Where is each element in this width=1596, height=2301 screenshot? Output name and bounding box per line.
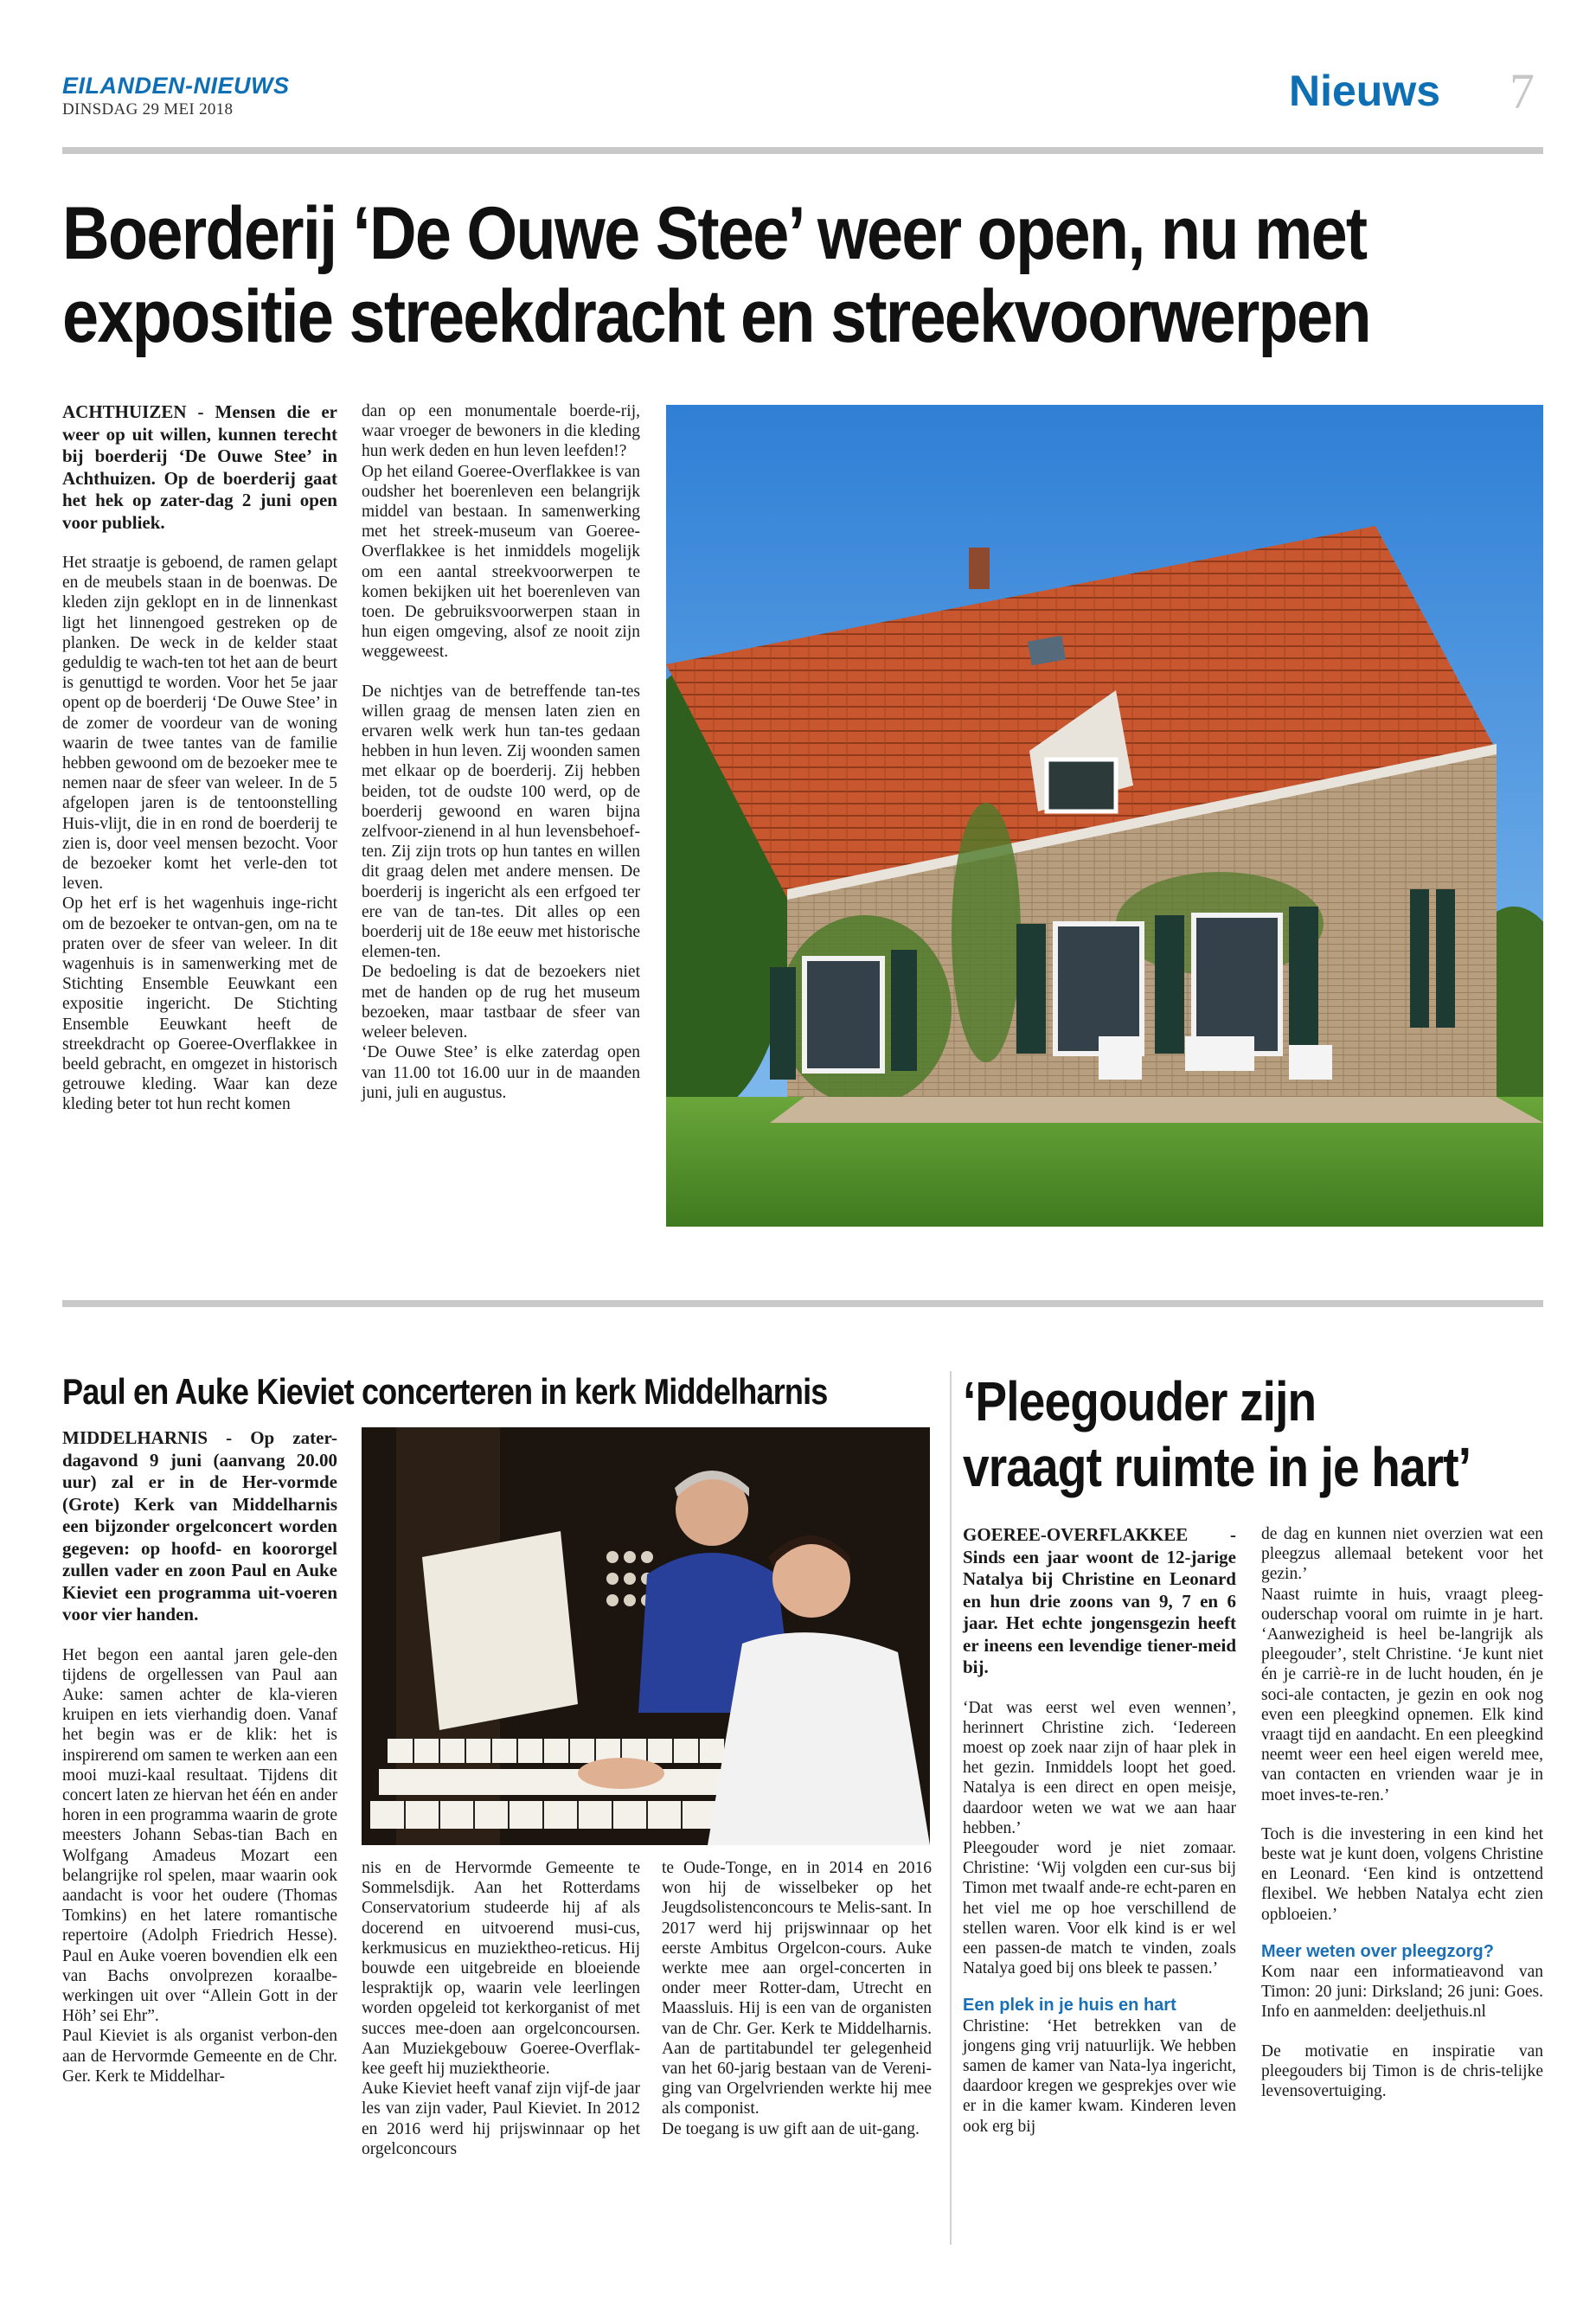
article3-paragraph: Naast ruimte in huis, vraagt pleeg-ouderschap vooral om ruimte in je hart. ‘Aanwezigheid is heel be-langrijk als pleegouder’, stelt Christine. ‘Je kunt niet én je carriè-re in de lucht houden, én je soci-ale contacten, je gezin en ook nog even een pleegkind opnemen. Elk kind vraagt tijd en aandacht. En een pleegkind neemt weer een heel eigen wereld mee, van contacten en vrienden waar je in moet inves-te-ren.’	[1261, 1585, 1543, 1804]
article1-paragraph: De nichtjes van de betreffende tan-tes willen graag de mensen laten zien en ervaren welk werk hun tan-tes gedaan hebben in hun leven. Zij woonden samen met elkaar op de boerderij. Zij hebben beiden, tot de oudste 100 werd, op de boerderij gewoond en waren bijna zelfvoor-zienend in al hun levensbehoef-ten. Zij zijn trots op hun tantes en willen dit graag delen met andere mensen. De boerderij is ingericht als een erfgoed ter ere van de tan-tes. Dit alles op een boerderij uit de 18e eeuw met historische elemen-ten.	[362, 682, 640, 962]
issue-date: DINSDAG 29 MEI 2018	[62, 100, 234, 119]
article1-headline	[62, 192, 1372, 358]
organ-photo	[362, 1427, 930, 1845]
article2-paragraph: nis en de Hervormde Gemeente te Sommelsdijk. Aan het Rotterdams Conservatorium studeerde hij af als docerend en uitvoerend musi-cus, kerkmusicus en muziektheo-reticus. Hij bouwde een uitgebreide en bloeiende lespraktijk op, waarin vele leerlingen worden opgeleid tot kerkorganist of met succes mee-doen aan orgelconcoursen. Aan Muziekgebouw Goeree-Overflak-kee geeft hij muziektheorie.	[362, 1859, 640, 2079]
article2-column2	[362, 1858, 640, 2159]
article2-paragraph: Het begon een aantal jaren gele-den tijdens de orgellessen van Paul aan Auke: samen achter de kla-vieren kruipen en iets vierhandig doen. Vanaf het begin was er de klik: het is inspirerend om samen te werken aan een mooi muzi-kaal resultaat. Tijdens dit concert laten ze hiervan het één en ander horen in een programma waarin de grote meesters Johann Sebas-tian Bach en Wolfgang Amadeus Mozart een belangrijke rol spelen, maar waarin ook aandacht is voor het oudere (Thomas Tomkins) en het latere romantische repertoire (Adolph Friedrich Hesse). Paul en Auke voeren bovendien elk een van Bachs onvolprezen koraalbe-werkingen uit over “Allein Gott in der Höh’ sei Ehr”.	[62, 1645, 337, 2026]
article3-paragraph: Pleegouder word je niet zomaar. Christine: ‘Wij volgden een cur-sus bij Timon met twaalf ande-re echt-paren en het viel me op hoe verschillend de stellen waren. Voor elk kind is er wel een passen-de match te vinden, zoals Natalya goed bij ons bleek te passen.’	[963, 1838, 1236, 1978]
article1-column2	[362, 401, 640, 1103]
article3-subheading: Meer weten over pleegzorg?	[1261, 1941, 1494, 1961]
page-number: 7	[1509, 63, 1535, 119]
article3-paragraph: Christine: ‘Het betrekken van de jongens ging vrij natuurlijk. We hebben samen de kamer van Nata-lya ingericht, daardoor kregen we gesprekjes over wie er in die kamer kwam. Kinderen leven ook erg bij	[963, 2016, 1236, 2136]
article3-paragraph: Kom naar een informatieavond van Timon: 20 juni: Dirksland; 26 juni: Goes. Info en aanmelden: deeljethuis.nl	[1261, 1963, 1543, 2022]
column-divider	[950, 1371, 952, 2245]
article3-column1	[963, 1524, 1236, 2137]
article1-paragraph: Het straatje is geboend, de ramen gelapt en de meubels staan in de boenwas. De kleden zijn geklopt en in de linnenkast ligt het linnengoed gestreken op de planken. De weck in de kelder staat geduldig te wach-ten tot het aan de beurt is genuttigd te worden. Voor het 5e jaar opent op de boerderij ‘De Ouwe Stee’ in de zomer de voordeur van de woning waarin de twee tantes van de familie hebben gewoond om de bezoeker mee te nemen naar de sfeer van weleer. In de 5 afgelopen jaren is de tentoonstelling Huis-vlijt, die in en rond de boerderij te zien is, door veel mensen bezocht. Voor de bezoeker komt het verle-den tot leven.	[62, 554, 337, 894]
article3-lead: GOEREE-OVERFLAKKEE - Sinds een jaar woont de 12-jarige Natalya bij Christine en Leonard en hun drie zoons van 9, 7 en 6 jaar. Het echte jongensgezin heeft er ineens een levendige tiener-meid bij.	[963, 1524, 1236, 1677]
farmhouse-photo	[666, 405, 1543, 1227]
newspaper-logo: EILANDEN-NIEUWS	[62, 73, 290, 99]
article2-headline: Paul en Auke Kieviet concerteren in kerk Middelharnis	[62, 1371, 828, 1412]
article1-paragraph: Op het erf is het wagenhuis inge-richt om de bezoeker te ontvan-gen, om na te praten over de sfeer van weleer. In dit wagenhuis is in samenwerking met de Stichting Ensemble Eeuwkant een expositie ingericht. De Stichting Ensemble Eeuwkant heeft de streekdracht op Goeree-Overflakkee in beeld gebracht, en omgezet in historisch getrouwe kleding. Waar kan deze kleding beter tot hun recht komen	[62, 894, 337, 1114]
section-title: Nieuws	[1289, 67, 1441, 115]
article1-lead: ACHTHUIZEN - Mensen die er weer op uit willen, kunnen terecht bij boerderij ‘De Ouwe Stee’ in Achthuizen. Op de boerderij gaat het hek op zater-dag 2 juni open voor publiek.	[62, 401, 337, 533]
article3-headline-line1: ‘Pleegouder zijn	[963, 1370, 1317, 1433]
article3-paragraph: ‘Dat was eerst wel even wennen’, herinnert Christine zich. ‘Iedereen moest op zoek naar zijn of haar plek in het gezin. Inmiddels loopt het goed. Natalya is een direct en open meisje, daardoor weten we wat we aan haar hebben.’	[963, 1698, 1236, 1837]
section-rule	[62, 1300, 1543, 1307]
header-rule	[62, 147, 1543, 154]
article3-column2	[1261, 1524, 1543, 2101]
article1-headline-line2: expositie streekdracht en streekvoorwerpen	[62, 275, 1370, 358]
article2-paragraph: Paul Kieviet is als organist verbon-den aan de Hervormde Gemeente en de Chr. Ger. Kerk te Middelhar-	[62, 2027, 337, 2086]
article2-column3	[662, 1858, 932, 2139]
article2-column1	[62, 1427, 337, 2086]
article1-paragraph: ‘De Ouwe Stee’ is elke zaterdag open van 11.00 tot 16.00 uur in de maanden juni, juli en augustus.	[362, 1043, 640, 1102]
article2-lead: MIDDELHARNIS - Op zater-dagavond 9 juni (aanvang 20.00 uur) zal er in de Her-vormde (Grote) Kerk van Middelharnis een bijzonder orgelconcert worden gegeven: op hoofd- en koororgel zullen vader en zoon Paul en Auke Kieviet een programma uit-voeren voor vier handen.	[62, 1427, 337, 1625]
article3-headline	[963, 1368, 1471, 1500]
article1-paragraph: dan op een monumentale boerde-rij, waar vroeger de bewoners in die kleding hun werk deden en hun leven leefden!?	[362, 402, 640, 461]
article1-paragraph: Op het eiland Goeree-Overflakkee is van oudsher het boerenleven een belangrijk middel van bestaan. In samenwerking met het streek-museum van Goeree-Overflakkee is het inmiddels mogelijk om een aantal streekvoorwerpen te komen bekijken uit het boerenleven van toen. De gebruiksvoorwerpen staan in hun eigen omgeving, alsof ze nooit zijn weggeweest.	[362, 462, 640, 662]
article2-paragraph: De toegang is uw gift aan de uit-gang.	[662, 2119, 920, 2138]
article1-column1	[62, 401, 337, 1115]
article3-subheading: Een plek in je huis en hart	[963, 1996, 1176, 2016]
article3-headline-line2: vraagt ruimte in je hart’	[963, 1436, 1471, 1498]
article1-headline-line1: Boerderij ‘De Ouwe Stee’ weer open, nu met	[62, 192, 1367, 275]
article3-paragraph: De motivatie en inspiratie van pleegouders bij Timon is de chris-telijke levensovertuiging.	[1261, 2041, 1543, 2101]
article2-paragraph: te Oude-Tonge, en in 2014 en 2016 won hij de wisselbeker op het Jeugdsolistenconcours te Melis-sant. In 2017 werd hij prijswinnaar op het eerste Ambitus Orgelcon-cours. Auke werkte mee aan orgel-concerten in onder meer Rotter-dam, Utrecht en Maassluis. Hij is een van de organisten van de Chr. Ger. Kerk te Middelharnis. Aan de partitabundel ter gelegenheid van het 60-jarig bestaan van de Vereni-ging van Orgelvrienden werkte hij mee als componist.	[662, 1859, 932, 2118]
article3-paragraph: de dag en kunnen niet overzien wat een pleegzus allemaal betekent voor het gezin.’	[1261, 1525, 1543, 1584]
article2-paragraph: Auke Kieviet heeft vanaf zijn vijf-de jaar les van zijn vader, Paul Kieviet. In 2012 en 2016 werd hij prijswinnaar op het orgelconcours	[362, 2080, 640, 2158]
article1-paragraph: De bedoeling is dat de bezoekers niet met de handen op de rug het museum bezoeken, maar tastbaar de sfeer van weleer beleven.	[362, 963, 640, 1042]
article3-paragraph: Toch is die investering in een kind het beste wat je kunt doen, volgens Christine en Leonard. ‘Een kind is ontzettend flexibel. We hebben Natalya echt zien opbloeien.’	[1261, 1824, 1543, 1924]
